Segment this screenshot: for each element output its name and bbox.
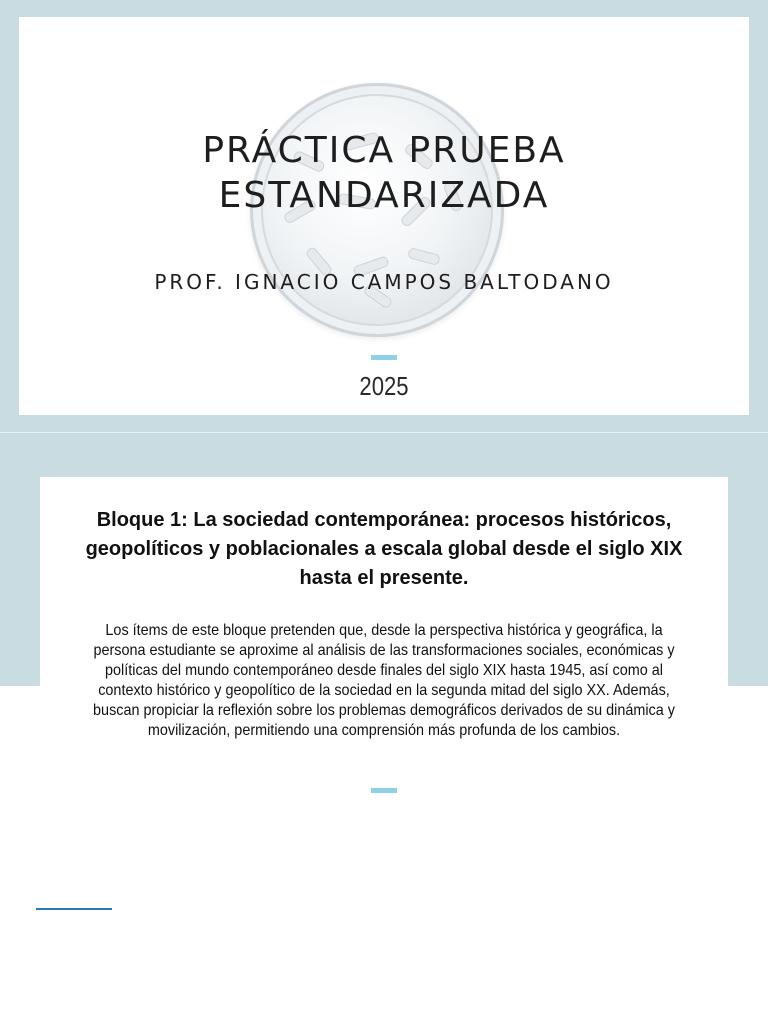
block-description: Los ítems de este bloque pretenden que, desde la perspectiva histórica y geográfica, la persona estudiante se aproxime al análisis de las transformaciones sociales, económicas y políticas del mundo contemporáneo desde finales del siglo XIX hasta 1945, así como al contexto histórico y geopolítico de la sociedad en la segunda mitad del siglo XX. Además, buscan propiciar la reflexión sobre los problemas demográficos derivados de su dinámica y movilización, permitiendo una comprensión más profunda de los cambios.	[93, 622, 675, 739]
link-underline[interactable]	[36, 908, 112, 910]
page-divider	[0, 432, 768, 433]
accent-bar	[371, 355, 397, 360]
accent-bar	[371, 788, 397, 793]
title-line-1: PRÁCTICA PRUEBA	[202, 130, 566, 171]
block-heading: Bloque 1: La sociedad contemporánea: procesos históricos, geopolíticos y poblacionales a escala global desde el siglo XIX hasta el presente.	[85, 509, 683, 589]
title-line-2: ESTANDARIZADA	[218, 175, 550, 216]
author-subtitle: PROF. IGNACIO CAMPOS BALTODANO	[154, 270, 614, 294]
pill-icon	[407, 247, 441, 266]
presentation-title	[19, 128, 749, 218]
year-label: 2025	[359, 371, 409, 401]
